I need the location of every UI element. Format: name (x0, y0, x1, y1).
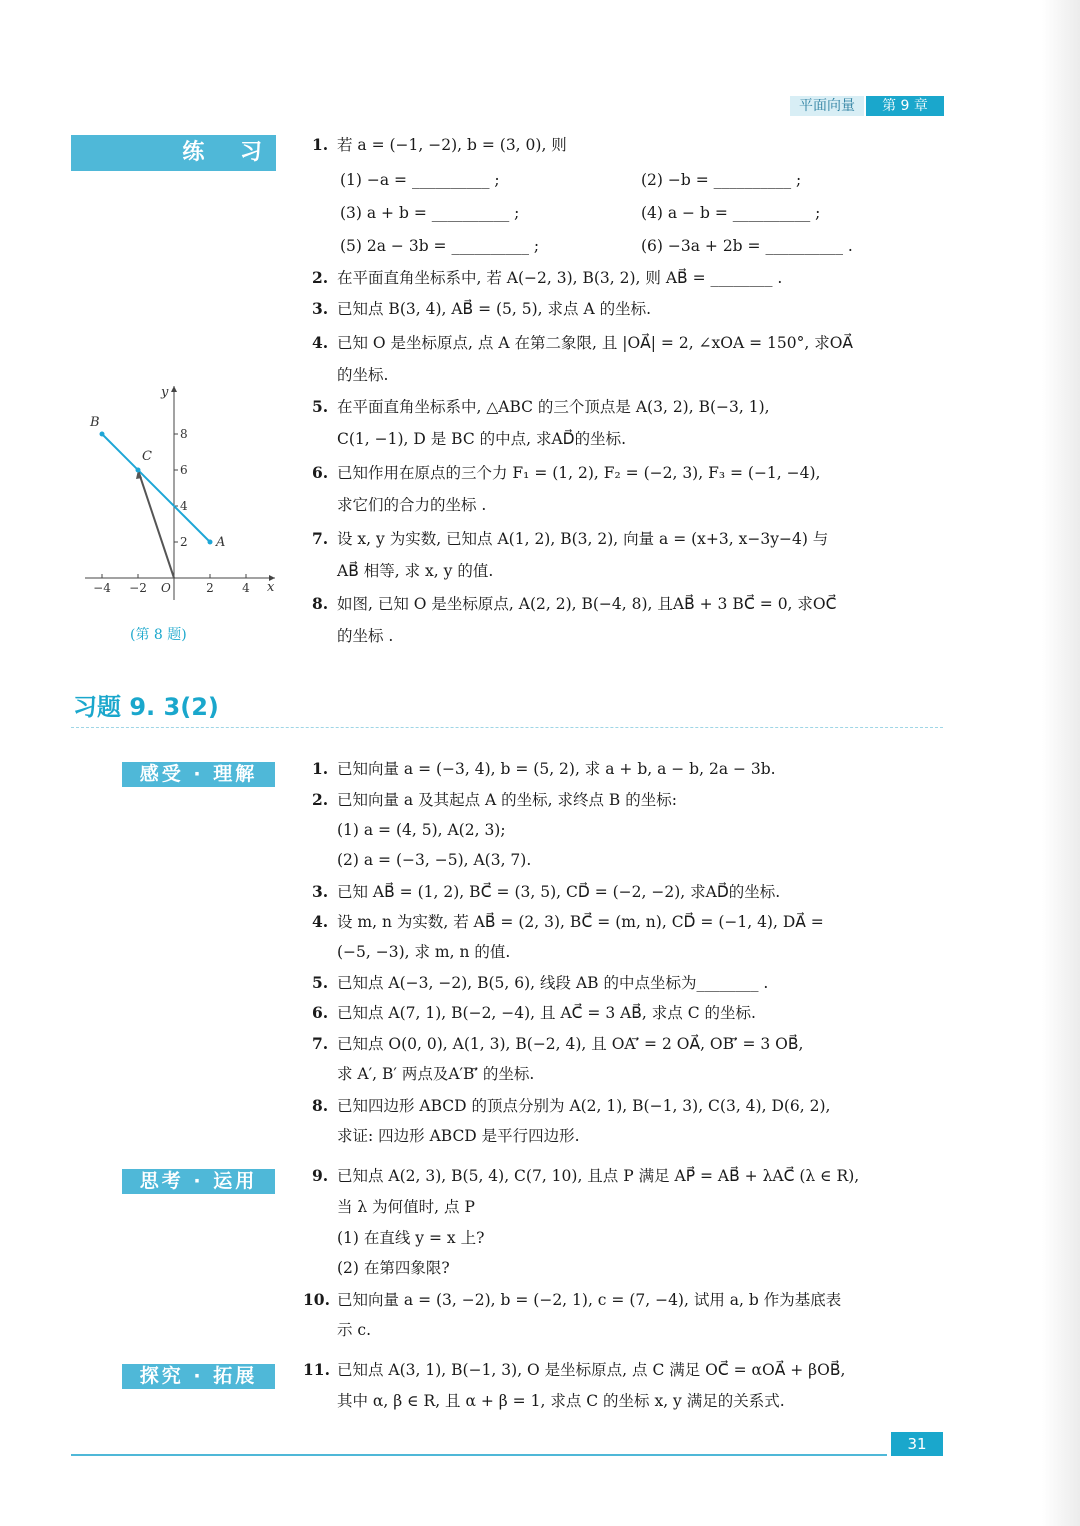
point-B (100, 432, 105, 437)
item-number: 6. (312, 1003, 329, 1022)
item-text: 其中 α, β ∈ R, 且 α + β = 1, 求点 C 的坐标 x, y 满足的关系式. (337, 1392, 785, 1410)
y-tick-label: 2 (180, 535, 188, 549)
blank-item: (2) −b = __________ ; (641, 171, 802, 189)
item-text: AB⃗ 相等, 求 x, y 的值. (337, 562, 494, 580)
page-number: 31 (891, 1432, 943, 1456)
item-text: 示 c. (337, 1321, 372, 1339)
item-text: 在平面直角坐标系中, 若 A(−2, 3), B(3, 2), 则 AB⃗ = ________ . (337, 269, 783, 287)
item-text: 已知 O 是坐标原点, 点 A 在第二象限, 且 |OA⃗| = 2, ∠xOA = 150°, 求OA⃗ (337, 334, 854, 352)
item-text: 已知点 B(3, 4), AB⃗ = (5, 5), 求点 A 的坐标. (337, 300, 652, 318)
item-number: 4. (312, 333, 329, 352)
y-axis-arrow (171, 386, 177, 392)
item-number: 7. (312, 1034, 329, 1053)
item-text: (2) a = (−3, −5), A(3, 7). (337, 851, 532, 869)
item-number: 1. (312, 759, 329, 778)
blank-item: (1) −a = __________ ; (340, 171, 500, 189)
y-tick-label: 8 (180, 427, 188, 441)
x-tick-label: −2 (129, 581, 147, 595)
item-text: (2) 在第四象限? (337, 1259, 450, 1277)
blank-item: (3) a + b = __________ ; (340, 204, 520, 222)
running-header-section: 平面向量 (790, 96, 864, 116)
item-text: 已知点 A(3, 1), B(−1, 3), O 是坐标原点, 点 C 满足 OC⃗ = αOA⃗ + βOB⃗, (337, 1361, 846, 1379)
item-number: 8. (312, 1096, 329, 1115)
page-edge-shadow (1042, 0, 1080, 1526)
item-text: 求它们的合力的坐标 . (337, 496, 487, 514)
item-text: C(1, −1), D 是 BC 的中点, 求AD⃗的坐标. (337, 430, 627, 448)
item-text: 已知点 O(0, 0), A(1, 3), B(−2, 4), 且 OA′⃗ = 2 OA⃗, OB′⃗ = 3 OB⃗, (337, 1035, 804, 1053)
item-text: 已知向量 a = (−3, 4), b = (5, 2), 求 a + b, a − b, 2a − 3b. (337, 760, 776, 778)
blank-item: (5) 2a − 3b = __________ ; (340, 237, 540, 255)
item-number: 5. (312, 973, 329, 992)
item-text: 已知四边形 ABCD 的顶点分别为 A(2, 1), B(−1, 3), C(3, 4), D(6, 2), (337, 1097, 831, 1115)
item-text: 设 x, y 为实数, 已知点 A(1, 2), B(3, 2), 向量 a = (x+3, x−3y−4) 与 (337, 530, 829, 548)
blank-item: (6) −3a + 2b = __________ . (641, 237, 853, 255)
x-axis-label: x (267, 580, 275, 595)
item-text: 已知作用在原点的三个力 F₁ = (1, 2), F₂ = (−2, 3), F₃ = (−1, −4), (337, 464, 821, 482)
item-number: 4. (312, 912, 329, 931)
item-text: 已知点 A(−3, −2), B(5, 6), 线段 AB 的中点坐标为________ . (337, 974, 769, 992)
item-text: 求 A′, B′ 两点及A′B′⃗ 的坐标. (337, 1065, 535, 1083)
practice-label: 练 习 (71, 135, 276, 171)
item-text: 在平面直角坐标系中, △ABC 的三个顶点是 A(3, 2), B(−3, 1), (337, 398, 770, 416)
item-text: 已知 AB⃗ = (1, 2), BC⃗ = (3, 5), CD⃗ = (−2, −2), 求AD⃗的坐标. (337, 883, 781, 901)
item-text: 当 λ 为何值时, 点 P (337, 1198, 475, 1216)
exercise-title: 习题 9. 3(2) (73, 693, 219, 721)
figure-caption: (第 8 题) (130, 627, 187, 643)
item-text: 如图, 已知 O 是坐标原点, A(2, 2), B(−4, 8), 且AB⃗ + 3 BC⃗ = 0, 求OC⃗ (337, 595, 837, 613)
item-number: 9. (312, 1166, 329, 1185)
item-text: 已知向量 a 及其起点 A 的坐标, 求终点 B 的坐标: (337, 791, 677, 809)
point-A (208, 540, 213, 545)
item-text: (1) 在直线 y = x 上? (337, 1229, 485, 1247)
item-number: 6. (312, 463, 329, 482)
y-tick-label: 6 (180, 463, 188, 477)
x-tick-label: −4 (93, 581, 111, 595)
y-tick-label: 4 (180, 499, 188, 513)
point-label-A: A (216, 535, 226, 550)
item-text: 的坐标. (337, 366, 389, 384)
item-text: 的坐标 . (337, 627, 394, 645)
item-text: (1) a = (4, 5), A(2, 3); (337, 821, 506, 839)
item-number: 5. (312, 397, 329, 416)
item-text: 已知向量 a = (3, −2), b = (−2, 1), c = (7, −4), 试用 a, b 作为基底表 (337, 1291, 842, 1309)
item-number: 7. (312, 529, 329, 548)
blank-item: (4) a − b = __________ ; (641, 204, 821, 222)
item-number: 8. (312, 594, 329, 613)
running-header-chapter: 第 9 章 (866, 96, 944, 116)
group-label: 思考 · 运用 (122, 1169, 275, 1194)
vector-OC (138, 470, 174, 578)
coordinate-figure (80, 378, 285, 603)
point-C (136, 468, 141, 473)
item-text: (−5, −3), 求 m, n 的值. (337, 943, 511, 961)
x-tick-label: 2 (206, 581, 214, 595)
item-number: 2. (312, 790, 329, 809)
item-number: 3. (312, 299, 329, 318)
point-label-C: C (142, 449, 152, 464)
bottom-rule (71, 1454, 887, 1456)
section-divider (71, 727, 943, 728)
item-number: 1. (312, 135, 329, 154)
group-label: 感受 · 理解 (122, 762, 275, 787)
item-text: 求证: 四边形 ABCD 是平行四边形. (337, 1127, 580, 1145)
item-text: 已知点 A(7, 1), B(−2, −4), 且 AC⃗ = 3 AB⃗, 求点 C 的坐标. (337, 1004, 756, 1022)
item-number: 10. (303, 1290, 330, 1309)
x-tick-label: 4 (242, 581, 250, 595)
origin-label: O (161, 581, 171, 595)
group-label: 探究 · 拓展 (122, 1364, 275, 1389)
item-text: 若 a = (−1, −2), b = (3, 0), 则 (337, 136, 567, 154)
point-label-B: B (90, 415, 100, 430)
item-text: 设 m, n 为实数, 若 AB⃗ = (2, 3), BC⃗ = (m, n), CD⃗ = (−1, 4), DA⃗ = (337, 913, 824, 931)
item-number: 2. (312, 268, 329, 287)
y-axis-label: y (161, 385, 169, 400)
item-text: 已知点 A(2, 3), B(5, 4), C(7, 10), 且点 P 满足 AP⃗ = AB⃗ + λAC⃗ (λ ∈ R), (337, 1167, 860, 1185)
item-number: 3. (312, 882, 329, 901)
item-number: 11. (303, 1360, 330, 1379)
